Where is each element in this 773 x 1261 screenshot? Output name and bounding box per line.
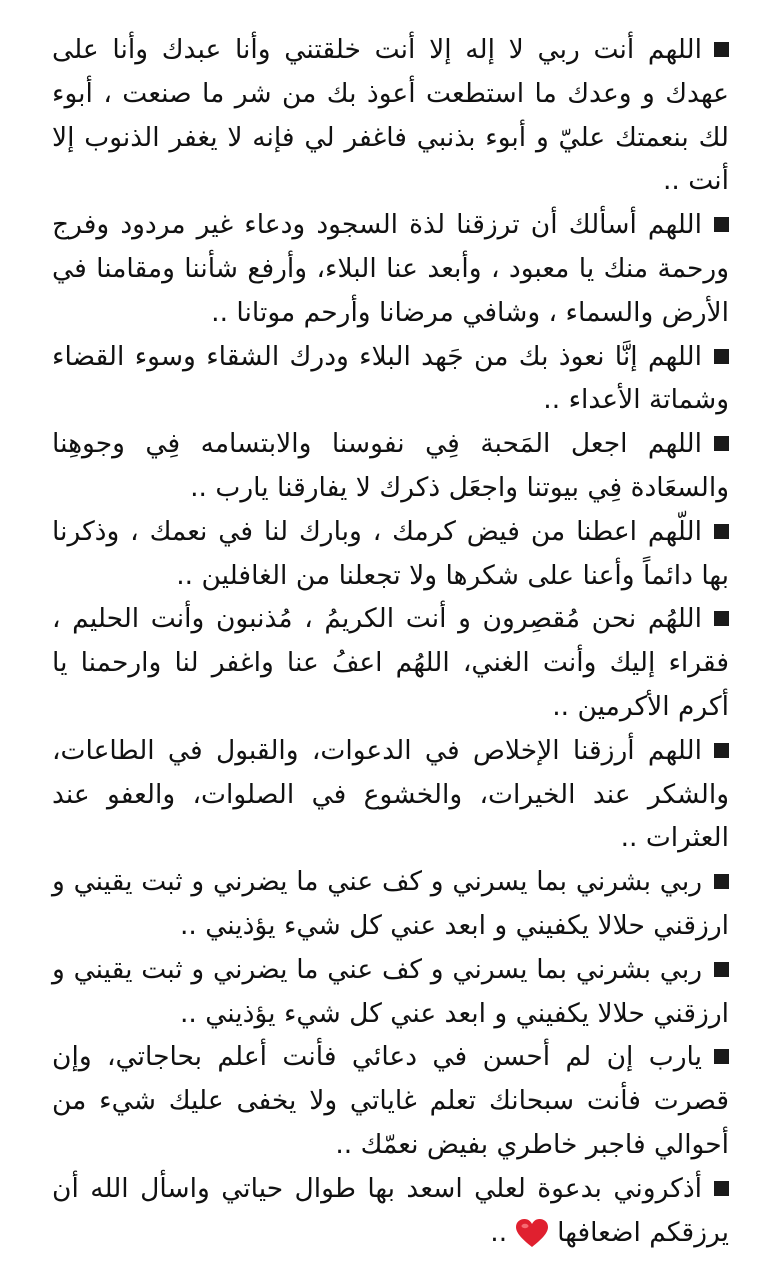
prayer-entry (52, 28, 729, 203)
prayer-entry (52, 203, 729, 334)
prayer-entry (52, 1035, 729, 1166)
prayer-entry (52, 1167, 729, 1261)
black-square-icon (714, 349, 729, 364)
black-square-icon (714, 1181, 729, 1196)
prayer-text: ربي بشرني بما يسرني و كف عني ما يضرني و ثبت يقيني و ارزقني حلالا يكفيني و ابعد عني كل شيء يؤذيني .. (52, 953, 729, 1029)
black-square-icon (714, 524, 729, 539)
prayer-entry (52, 729, 729, 860)
prayer-text: اللهم أسألك أن ترزقنا لذة السجود ودعاء غير مردود وفرج ورحمة منك يا معبود ، وأبعد عنا البلاء، وأرفع شأننا ومقامنا في الأرض والسماء ، وشافي مرضانا وأرحم موتانا .. (52, 209, 729, 328)
prayer-entry (52, 860, 729, 948)
prayer-entry (52, 948, 729, 1036)
black-square-icon (714, 611, 729, 626)
black-square-icon (714, 436, 729, 451)
black-square-icon (714, 1049, 729, 1064)
prayer-text: أذكروني بدعوة لعلي اسعد بها طوال حياتي واسأل الله أن يرزقكم اضعافها (52, 1172, 729, 1248)
black-square-icon (714, 743, 729, 758)
prayer-entry (52, 597, 729, 728)
prayer-text: اللهم إنَّا نعوذ بك من جَهد البلاء ودرك الشقاء وسوء القضاء وشماتة الأعداء .. (52, 340, 729, 416)
prayer-text: اللهم اجعل المَحبة فِي نفوسنا والابتسامه فِي وجوهِنا والسعَادة فِي بيوتنا واجعَل ذكرك لا يفارقنا يارب .. (52, 428, 729, 503)
prayer-text: يارب إن لم أحسن في دعائي فأنت أعلم بحاجاتي، وإن قصرت فأنت سبحانك تعلم غاياتي ولا يخفى عليك شيء من أحوالي فاجبر خاطري بفيض نعمّك .. (52, 1041, 729, 1160)
black-square-icon (714, 874, 729, 889)
prayer-entry (52, 422, 729, 510)
black-square-icon (714, 42, 729, 57)
prayer-entry (52, 510, 729, 598)
prayer-text: اللهم أنت ربي لا إله إلا أنت خلقتني وأنا عبدك وأنا على عهدك و وعدك ما استطعت أعوذ بك من شر ما صنعت ، أبوء لك بنعمتك عليّ و أبوء بذنبي فاغفر لي فإنه لا يغفر الذنوب إلا أنت .. (52, 34, 729, 197)
prayer-entry (52, 335, 729, 423)
prayer-text: اللهم أرزقنا الإخلاص في الدعوات، والقبول في الطاعات، والشكر عند الخيرات، والخشوع في الصلوات، والعفو عند العثرات .. (52, 734, 729, 854)
prayer-text: ربي بشرني بما يسرني و كف عني ما يضرني و ثبت يقيني و ارزقني حلالا يكفيني و ابعد عني كل شيء يؤذيني .. (52, 866, 729, 941)
red-heart-icon (515, 1218, 549, 1261)
prayer-list (52, 28, 729, 1261)
black-square-icon (714, 962, 729, 977)
prayer-text: اللّهم اعطنا من فيض كرمك ، وبارك لنا في نعمك ، وذكرنا بها دائماً وأعنا على شكرها ولا تجعلنا من الغافلين .. (52, 515, 729, 591)
prayer-text: اللهُم نحن مُقصِرون و أنت الكريمُ ، مُذنبون وأنت الحليم ، فقراء إليك وأنت الغني، اللهُم اعفُ عنا واغفر لنا وارحمنا يا أكرم الأكرمين .. (52, 603, 729, 722)
prayer-text-suffix: .. (490, 1216, 508, 1248)
black-square-icon (714, 217, 729, 232)
